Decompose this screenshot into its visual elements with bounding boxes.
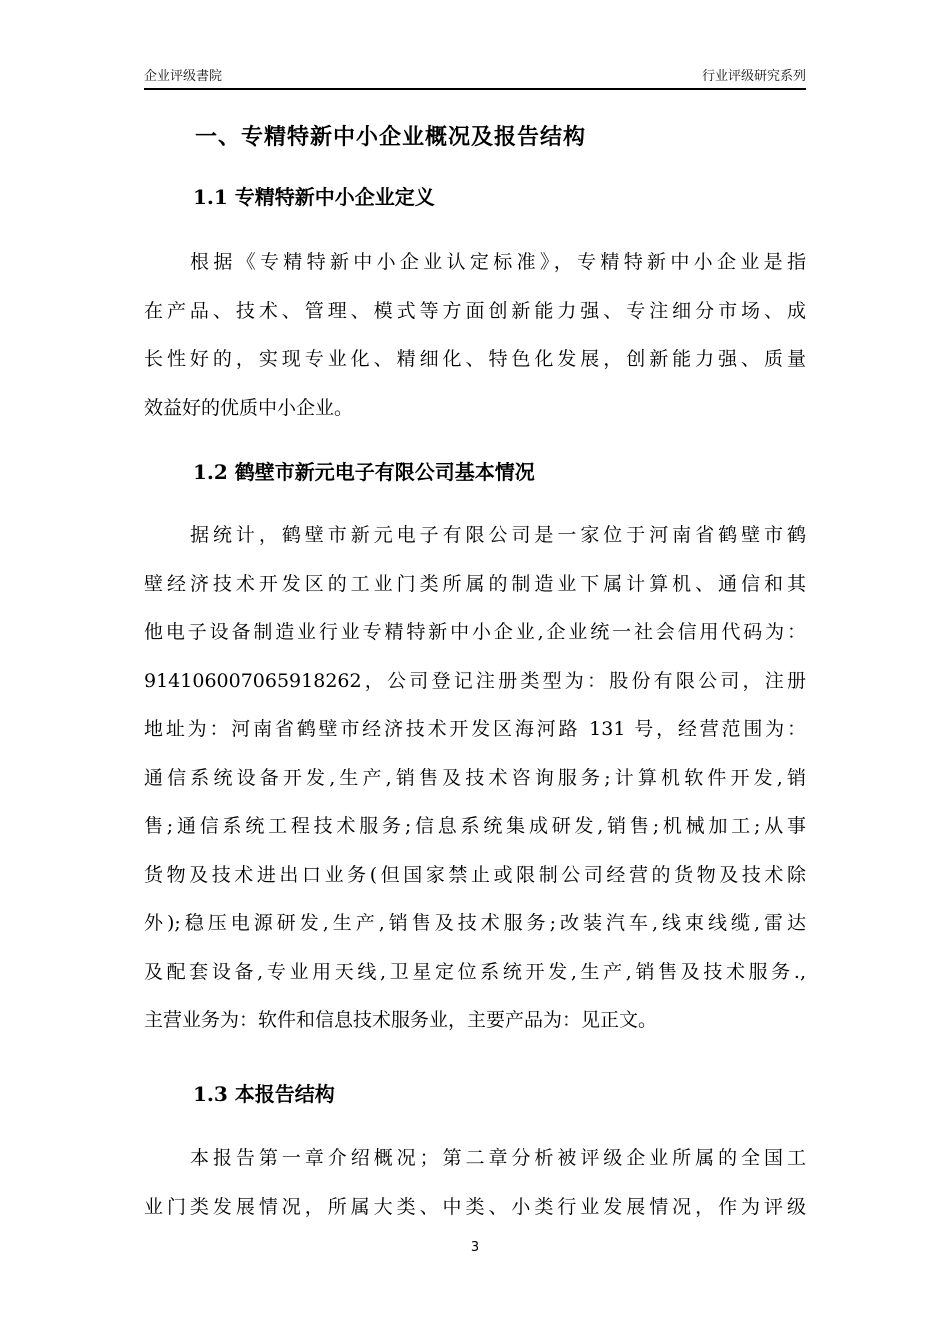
paragraph-line: 主营业务为：软件和信息技术服务业，主要产品为：见正文。 (144, 1009, 658, 1031)
paragraph-line: 壁经济技术开发区的工业门类所属的制造业下属计算机、通信和其 (144, 572, 806, 595)
paragraph-line: 售;通信系统工程技术服务;信息系统集成研发,销售;机械加工;从事 (144, 815, 806, 837)
paragraph-line: 外);稳压电源研发,生产,销售及技术服务;改装汽车,线束线缆,雷达 (144, 912, 806, 934)
paragraph-line: 效益好的优质中小企业。 (144, 396, 354, 419)
paragraph-line: 长性好的，实现专业化、精细化、特色化发展，创新能力强、质量 (144, 348, 806, 370)
paragraph-line: 及配套设备,专业用天线,卫星定位系统开发,生产,销售及技术服务., (144, 960, 806, 983)
section-heading-1-3: 1.3 本报告结构 (193, 1082, 335, 1106)
section-1-1-paragraph (144, 238, 806, 432)
paragraph-line: 在产品、技术、管理、模式等方面创新能力强、专注细分市场、成 (144, 299, 806, 322)
section-1-2-paragraph (144, 511, 806, 1045)
page-number: 3 (470, 1240, 480, 1255)
paragraph-line: 根据《专精特新中小企业认定标准》，专精特新中小企业是指 (190, 251, 806, 273)
paragraph-line: 他电子设备制造业行业专精特新中小企业,企业统一社会信用代码为： (144, 621, 806, 643)
header-series: 行业评级研究系列 (701, 69, 806, 84)
paragraph-line: 业门类发展情况，所属大类、中类、小类行业发展情况，作为评级 (144, 1195, 806, 1218)
paragraph-line: 914106007065918262，公司登记注册类型为：股份有限公司，注册 (144, 669, 806, 692)
paragraph-line: 通信系统设备开发,生产,销售及技术咨询服务;计算机软件开发,销 (144, 766, 806, 789)
header-publisher: 企业评级書院 (144, 69, 223, 84)
section-1-3-paragraph (144, 1134, 806, 1231)
page-header (144, 66, 806, 90)
section-heading-1-2: 1.2 鹤壁市新元电子有限公司基本情况 (193, 460, 535, 484)
paragraph-line: 货物及技术进出口业务(但国家禁止或限制公司经营的货物及技术除 (144, 863, 806, 886)
paragraph-line: 地址为：河南省鹤壁市经济技术开发区海河路 131 号，经营范围为： (144, 718, 806, 740)
section-heading-1-1: 1.1 专精特新中小企业定义 (193, 185, 435, 209)
chapter-title: 一、专精特新中小企业概况及报告结构 (195, 124, 587, 150)
paragraph-line: 据统计，鹤壁市新元电子有限公司是一家位于河南省鹤壁市鹤 (190, 524, 806, 546)
paragraph-line: 本报告第一章介绍概况；第二章分析被评级企业所属的全国工 (190, 1147, 806, 1169)
